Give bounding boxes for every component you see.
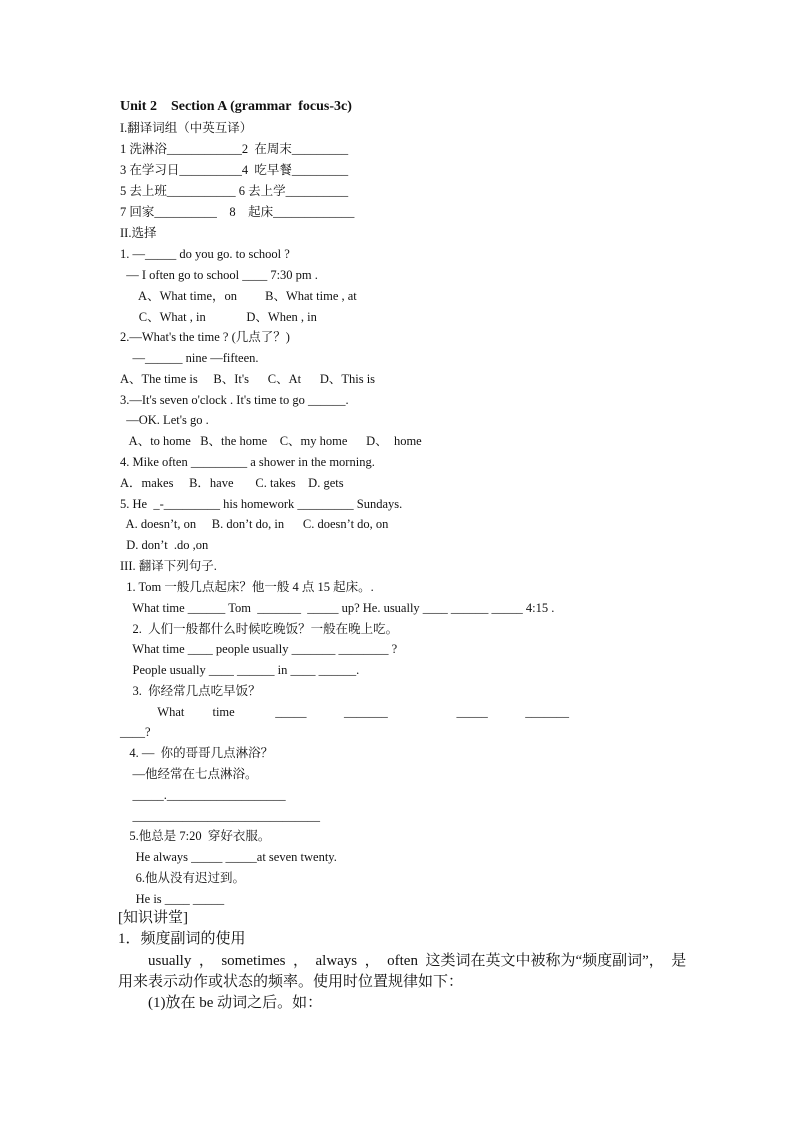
section-heading-choice: II.选择 bbox=[120, 226, 157, 240]
question-line: —OK. Let's go . bbox=[120, 413, 209, 427]
sentence-prompt: 6.他从没有迟过到。 bbox=[120, 871, 246, 885]
option-line: D. don’t .do ,on bbox=[120, 538, 209, 552]
section-heading-translate-phrases: I.翻译词组（中英互译） bbox=[120, 121, 253, 135]
page-title: Unit 2 Section A (grammar focus-3c) bbox=[120, 99, 352, 114]
sentence-prompt: —他经常在七点淋浴。 bbox=[120, 767, 258, 781]
option-line: C、What , in D、When , in bbox=[120, 310, 317, 324]
question-line: 5. He _-_________ his homework _________ Sundays. bbox=[120, 497, 403, 511]
sentence-blank-line: What time _____ _______ _____ _______ bbox=[120, 705, 570, 719]
knowledge-paragraph: (1)放在 be 动词之后。如： bbox=[118, 995, 323, 1011]
option-line: A、The time is B、It's C、At D、This is bbox=[120, 372, 376, 386]
question-line: — I often go to school ____ 7:30 pm . bbox=[120, 268, 318, 282]
sentence-blank-line: ____? bbox=[120, 725, 151, 739]
sentence-prompt: 4. — 你的哥哥几点淋浴？ bbox=[120, 746, 274, 760]
option-line: A. doesn’t, on B. don’t do, in C. doesn’t do, on bbox=[120, 517, 389, 531]
sentence-blank-line: What time ____ people usually _______ ________ ? bbox=[120, 642, 398, 656]
sentence-prompt: 2. 人们一般都什么时候吃晚饭？一般在晚上吃。 bbox=[120, 622, 399, 636]
knowledge-paragraph: 用来表示动作或状态的频率。使用时位置规律如下： bbox=[118, 974, 464, 990]
option-line: A、to home B、the home C、my home D、 home bbox=[120, 434, 422, 448]
question-line: 3.—It's seven o'clock . It's time to go ______. bbox=[120, 393, 349, 407]
sentence-blank-line: People usually ____ ______ in ____ ______. bbox=[120, 663, 360, 677]
sentence-prompt: 1. Tom 一般几点起床？他一般 4 点 15 起床。. bbox=[120, 580, 374, 594]
phrase-row: 1 洗淋浴____________2 在周末_________ bbox=[120, 142, 349, 156]
option-line: A．makes B．have C. takes D. gets bbox=[120, 476, 344, 490]
knowledge-heading: [知识讲堂] bbox=[118, 910, 188, 926]
knowledge-item-title: 1．频度副词的使用 bbox=[118, 931, 246, 947]
sentence-blank-line: He is ____ _____ bbox=[120, 892, 225, 906]
phrase-row: 3 在学习日__________4 吃早餐_________ bbox=[120, 163, 349, 177]
knowledge-paragraph: usually ， sometimes ， always ， often 这类词在英文中被称为“频度副词”， 是 bbox=[118, 953, 687, 969]
option-line: A、What time，on B、What time , at bbox=[120, 289, 357, 303]
sentence-blank-line: He always _____ _____at seven twenty. bbox=[120, 850, 337, 864]
phrase-row: 5 去上班___________ 6 去上学__________ bbox=[120, 184, 349, 198]
question-line: 1. —_____ do you go. to school ? bbox=[120, 247, 290, 261]
sentence-prompt: 3. 你经常几点吃早饭？ bbox=[120, 684, 261, 698]
sentence-blank-line: _____.___________________ bbox=[120, 788, 286, 802]
sentence-blank-line: ______________________________ bbox=[120, 809, 320, 823]
sentence-prompt: 5.他总是 7:20 穿好衣服。 bbox=[120, 829, 271, 843]
sentence-blank-line: What time ______ Tom _______ _____ up? He. usually ____ ______ _____ 4:15 . bbox=[120, 601, 555, 615]
section-heading-translate-sentences: III. 翻译下列句子. bbox=[120, 559, 217, 573]
question-line: 2.—What's the time ? (几点了？) bbox=[120, 330, 290, 344]
question-line: 4. Mike often _________ a shower in the morning. bbox=[120, 455, 375, 469]
phrase-row: 7 回家__________ 8 起床_____________ bbox=[120, 205, 355, 219]
question-line: —______ nine —fifteen. bbox=[120, 351, 259, 365]
